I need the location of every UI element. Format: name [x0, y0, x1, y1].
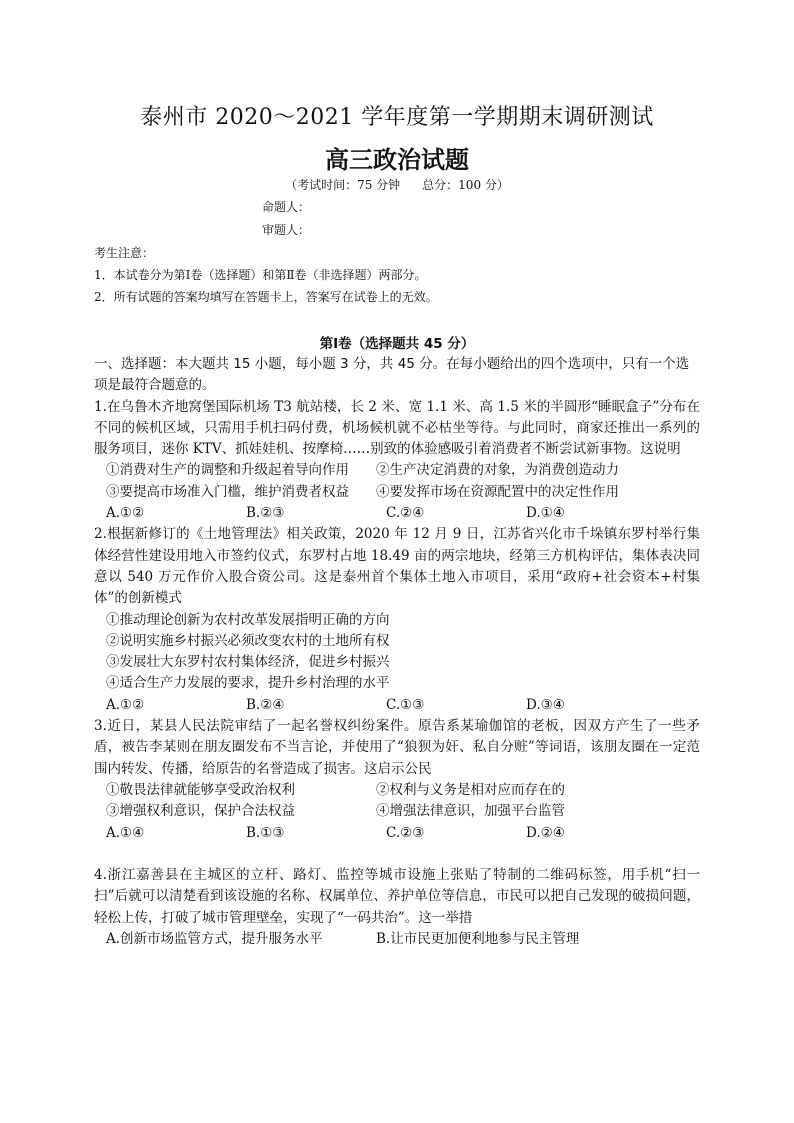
question-item: ①推动理论创新为农村改革发展指明正确的方向	[106, 611, 390, 628]
option-a: A.①④	[106, 824, 145, 841]
question-item: ②权利与义务是相对应而存在的	[376, 781, 565, 798]
answer-options	[94, 823, 700, 844]
option-d: D.②④	[526, 824, 565, 841]
option-c: C.②③	[386, 824, 425, 841]
question-item: ③发展壮大东罗村农村集体经济，促进乡村振兴	[106, 654, 390, 671]
question-items-row	[94, 460, 700, 481]
option-d: D.①④	[526, 505, 565, 522]
option-b: B.②④	[246, 696, 285, 713]
total-score: 总分：100 分）	[422, 178, 509, 192]
answer-options	[94, 503, 700, 524]
notes-heading: 考生注意：	[94, 246, 155, 260]
question-items-row	[94, 482, 700, 503]
option-b: B.让市民更加便利地参与民主管理	[376, 931, 580, 948]
option-a: A.①②	[106, 505, 145, 522]
question-stem: 4.浙江嘉善县在主城区的立杆、路灯、监控等城市设施上张贴了特制的二维码标签，用手机“扫一扫”后就可以清楚看到该设施的名称、权属单位、养护单位等信息，市民可以把自己发现的破损问题，轻松上传，打破了城市管理壁垒，实现了“一码共治”。这一举措	[94, 867, 700, 926]
option-c: C.①③	[386, 696, 425, 713]
option-a: A.创新市场监管方式，提升服务水平	[106, 931, 323, 948]
question-item: ③要提高市场准入门槛，维护消费者权益	[106, 483, 349, 500]
question-item: ①敬畏法律就能够享受政治权利	[106, 781, 295, 798]
question-item: ④适合生产力发展的要求，提升乡村治理的水平	[106, 675, 390, 692]
note-item: 1．本试卷分为第Ⅰ卷（选择题）和第Ⅱ卷（非选择题）两部分。	[94, 268, 427, 282]
option-b: B.①③	[246, 824, 285, 841]
question-list	[94, 354, 700, 950]
option-b: B.②③	[246, 505, 285, 522]
setter-label: 命题人：	[262, 200, 311, 214]
option-a: A.①②	[106, 696, 145, 713]
answer-options	[94, 695, 700, 716]
exam-time: （考试时间：75 分钟	[285, 178, 401, 192]
question-item: ②生产决定消费的对象，为消费创造动力	[376, 462, 619, 479]
section-instruction: 一、选择题：本大题共 15 小题，每小题 3 分，共 45 分。在每小题给出的四个选项中，只有一个选项是最符合题意的。	[94, 356, 690, 394]
question-item: ③增强权利意识，保护合法权益	[106, 803, 295, 820]
question-item: ④增强法律意识，加强平台监管	[376, 803, 565, 820]
question-item: ①消费对生产的调整和升级起着导向作用	[106, 462, 349, 479]
question-item: ②说明实施乡村振兴必须改变农村的土地所有权	[106, 632, 390, 649]
exam-title: 泰州市 2020～2021 学年度第一学期期末调研测试	[140, 105, 654, 130]
exam-meta	[0, 176, 794, 193]
question-stem: 1.在乌鲁木齐地窝堡国际机场 T3 航站楼，长 2 米、宽 1.1 米、高 1.5 米的半圆形“睡眠盒子”分布在不同的候机区域，只需用手机扫码付费，机场候机就不必枯坐等待。与此同时，商家还推出一系列的服务项目，迷你 KTV、抓娃娃机、按摩椅……别致的体验感吸引着消费者不断尝试新事物。这说明	[94, 398, 700, 458]
section-title: 第Ⅰ卷（选择题共 45 分）	[319, 336, 475, 352]
exam-notes	[94, 242, 438, 308]
reviewer-label: 审题人：	[262, 223, 311, 237]
exam-subtitle: 高三政治试题	[325, 146, 469, 174]
note-item: 2．所有试题的答案均填写在答题卡上，答案写在试卷上的无效。	[94, 290, 438, 304]
question-stem: 3.近日，某县人民法院审结了一起名誉权纠纷案件。原告系某瑜伽馆的老板，因双方产生了一些矛盾，被告李某则在朋友圈发布不当言论，并使用了“狼狈为奸、私自分赃”等词语，该朋友圈在一定范围内转发、传播，给原告的名誉造成了损害。这启示公民	[94, 718, 700, 777]
option-c: C.②④	[386, 505, 425, 522]
question-stem: 2.根据新修订的《土地管理法》相关政策，2020 年 12 月 9 日，江苏省兴化市千垛镇东罗村举行集体经营性建设用地入市签约仪式，东罗村占地 18.49 亩的两宗地块，经第三方机构评估，集体表决同意以 540 万元作价入股合资公司。这是泰州首个集体土地入市项目，采用“政府+社会资本+村集体”的创新模式	[94, 526, 700, 607]
question-items-row	[94, 780, 700, 801]
blank-line	[94, 844, 700, 865]
question-item: ④要发挥市场在资源配置中的决定性作用	[376, 483, 619, 500]
answer-options	[94, 929, 700, 950]
question-items-row	[94, 801, 700, 822]
option-d: D.③④	[526, 696, 565, 713]
